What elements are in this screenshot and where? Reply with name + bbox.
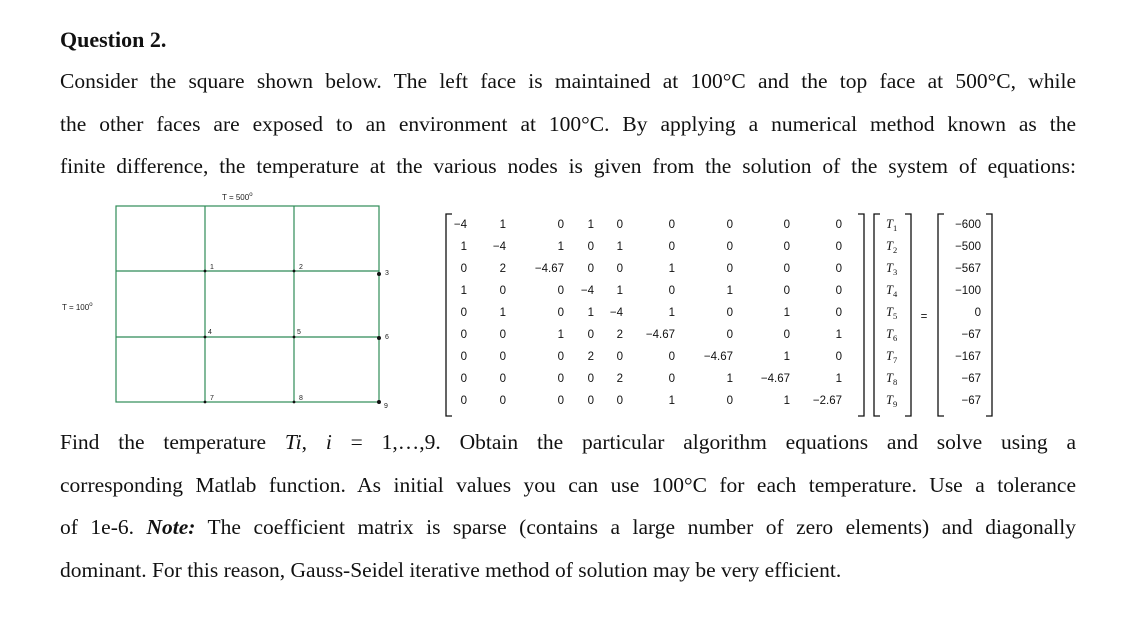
node-label: 9 bbox=[384, 403, 388, 410]
vector-right-bracket bbox=[905, 214, 911, 416]
matrix-left-bracket bbox=[446, 214, 452, 416]
matrix-cell: −4.67 bbox=[703, 351, 733, 363]
intro-line: finite difference, the temperature at the various nodes is given from the solution of the system of equations: bbox=[60, 154, 1076, 178]
matrix-cell: 0 bbox=[835, 351, 842, 363]
intro-paragraph bbox=[60, 60, 1076, 188]
rhs-value: −567 bbox=[955, 263, 981, 275]
node-label: 4 bbox=[208, 329, 212, 336]
matrix-cell: 1 bbox=[499, 219, 506, 231]
matrix-cell: 1 bbox=[726, 285, 733, 297]
matrix-cell: 0 bbox=[783, 329, 790, 341]
matrix-cell: 0 bbox=[726, 329, 733, 341]
matrix-cell: 1 bbox=[783, 395, 790, 407]
matrix-cell: 2 bbox=[616, 373, 623, 385]
matrix-cell: 0 bbox=[616, 395, 623, 407]
matrix-cell: 0 bbox=[783, 219, 790, 231]
matrix-cell: 1 bbox=[835, 329, 842, 341]
matrix-cell: 0 bbox=[783, 263, 790, 275]
matrix-cell: 1 bbox=[460, 285, 467, 297]
matrix-cell: 1 bbox=[835, 373, 842, 385]
matrix-cell: 0 bbox=[835, 263, 842, 275]
task-line: Find the temperature Ti, i = 1,…,9. Obtain the particular algorithm equations and solve using a bbox=[60, 430, 1076, 454]
matrix-cell: −4 bbox=[453, 219, 467, 231]
unknown-variable: $T_2$ bbox=[886, 239, 898, 255]
square-outline bbox=[116, 206, 379, 402]
matrix-cell: −4 bbox=[492, 241, 506, 253]
task-line: of 1e-6. Note: The coefficient matrix is sparse (contains a large number of zero elements) and diagonally bbox=[60, 515, 1076, 539]
question-title: Question 2. bbox=[60, 27, 167, 52]
matrix-cell: 2 bbox=[616, 329, 623, 341]
matrix-cell: 1 bbox=[783, 307, 790, 319]
matrix-cell: −2.67 bbox=[812, 395, 842, 407]
matrix-cell: 0 bbox=[460, 351, 467, 363]
grid-figure bbox=[52, 186, 432, 426]
matrix-cell: 1 bbox=[587, 219, 594, 231]
matrix-cell: 1 bbox=[668, 263, 675, 275]
rhs-value: −67 bbox=[961, 395, 981, 407]
matrix-cell: 1 bbox=[616, 285, 623, 297]
vector-left-bracket bbox=[874, 214, 880, 416]
rhs-value: −100 bbox=[955, 285, 981, 297]
task-line: corresponding Matlab function. As initial values you can use 100°C for each temperature. Use a tolerance bbox=[60, 472, 1076, 497]
matrix-cell: 0 bbox=[460, 329, 467, 341]
matrix-cell: 0 bbox=[460, 395, 467, 407]
grid-diagram bbox=[52, 186, 432, 426]
node-label: 5 bbox=[297, 329, 301, 336]
matrix-cell: 1 bbox=[726, 373, 733, 385]
matrix-cell: 0 bbox=[668, 241, 675, 253]
matrix-cell: 1 bbox=[668, 307, 675, 319]
node bbox=[377, 400, 388, 410]
equals-sign: = bbox=[920, 311, 928, 323]
matrix-cell: 1 bbox=[668, 395, 675, 407]
rhs-value: −167 bbox=[955, 351, 981, 363]
unknown-variable: $T_9$ bbox=[886, 393, 898, 409]
rhs-value: −500 bbox=[955, 241, 981, 253]
matrix-cell: 0 bbox=[587, 395, 594, 407]
matrix-cell: 0 bbox=[783, 285, 790, 297]
matrix-cell: 0 bbox=[587, 329, 594, 341]
rhs-value: 0 bbox=[974, 307, 981, 319]
matrix-cell: 0 bbox=[668, 219, 675, 231]
matrix-cell: 0 bbox=[616, 263, 623, 275]
matrix-cell: −4 bbox=[609, 307, 623, 319]
matrix-cell: 1 bbox=[587, 307, 594, 319]
matrix-cell: 0 bbox=[726, 219, 733, 231]
unknown-variable: $T_3$ bbox=[886, 261, 898, 277]
matrix-cell: −4.67 bbox=[760, 373, 790, 385]
intro-line: Consider the square shown below. The left face is maintained at 100°C and the top face at 500°C, while bbox=[60, 69, 1076, 93]
matrix-cell: 0 bbox=[668, 373, 675, 385]
unknown-variable: $T_4$ bbox=[886, 283, 898, 299]
matrix-cell: 0 bbox=[668, 285, 675, 297]
rhs-right-bracket bbox=[986, 214, 992, 416]
rhs-value: −67 bbox=[961, 373, 981, 385]
matrix-cell: 0 bbox=[726, 241, 733, 253]
node-label: 6 bbox=[385, 334, 389, 341]
rhs-value: −67 bbox=[961, 329, 981, 341]
matrix-cell: 1 bbox=[783, 351, 790, 363]
matrix-cell: 0 bbox=[557, 373, 564, 385]
node-label: 2 bbox=[299, 264, 303, 271]
matrix-cell: 0 bbox=[499, 285, 506, 297]
matrix-cell: 0 bbox=[587, 241, 594, 253]
note-label: Note: bbox=[146, 515, 196, 539]
matrix-cell: 0 bbox=[835, 285, 842, 297]
rhs-left-bracket bbox=[938, 214, 944, 416]
matrix-cell: 1 bbox=[557, 241, 564, 253]
matrix-cell: −4.67 bbox=[534, 263, 564, 275]
equation-system bbox=[445, 212, 1025, 418]
matrix-cell: 0 bbox=[460, 307, 467, 319]
node-label: 7 bbox=[210, 395, 214, 402]
unknown-variable: $T_8$ bbox=[886, 371, 898, 387]
matrix-cell: 0 bbox=[499, 329, 506, 341]
matrix-cell: 0 bbox=[499, 373, 506, 385]
matrix-cell: 1 bbox=[616, 241, 623, 253]
matrix-equation bbox=[445, 212, 1025, 418]
matrix-cell: 2 bbox=[499, 263, 506, 275]
matrix-cell: 0 bbox=[726, 263, 733, 275]
matrix-cell: 0 bbox=[587, 373, 594, 385]
matrix-cell: 0 bbox=[460, 263, 467, 275]
matrix-cell: 0 bbox=[557, 395, 564, 407]
matrix-cell: 0 bbox=[557, 351, 564, 363]
matrix-cell: −4 bbox=[580, 285, 594, 297]
matrix-cell: 1 bbox=[499, 307, 506, 319]
task-line: dominant. For this reason, Gauss-Seidel iterative method of solution may be very efficient. bbox=[60, 557, 842, 582]
unknown-variable: $T_1$ bbox=[886, 217, 898, 233]
matrix-cell: 2 bbox=[587, 351, 594, 363]
task-paragraph bbox=[60, 421, 1076, 591]
matrix-cell: 0 bbox=[616, 351, 623, 363]
top-boundary-label: $T = 500^o$ bbox=[222, 192, 253, 202]
matrix-cell: 0 bbox=[616, 219, 623, 231]
node-label: 1 bbox=[210, 264, 214, 271]
matrix-cell: 0 bbox=[726, 395, 733, 407]
matrix-cell: 0 bbox=[499, 351, 506, 363]
unknown-variable: $T_6$ bbox=[886, 327, 898, 343]
matrix-cell: 0 bbox=[835, 307, 842, 319]
matrix-cell: 0 bbox=[835, 241, 842, 253]
matrix-cell: 1 bbox=[460, 241, 467, 253]
matrix-cell: 1 bbox=[557, 329, 564, 341]
rhs-value: −600 bbox=[955, 219, 981, 231]
unknown-variable: $T_7$ bbox=[886, 349, 898, 365]
matrix-cell: 0 bbox=[557, 285, 564, 297]
matrix-cell: 0 bbox=[783, 241, 790, 253]
left-boundary-label: $T = 100^o$ bbox=[62, 302, 93, 312]
matrix-right-bracket bbox=[858, 214, 864, 416]
matrix-cell: 0 bbox=[835, 219, 842, 231]
node-label: 3 bbox=[385, 270, 389, 277]
matrix-cell: −4.67 bbox=[645, 329, 675, 341]
matrix-cell: 0 bbox=[726, 307, 733, 319]
matrix-cell: 0 bbox=[557, 219, 564, 231]
unknown-variable: $T_5$ bbox=[886, 305, 898, 321]
matrix-cell: 0 bbox=[668, 351, 675, 363]
matrix-cell: 0 bbox=[557, 307, 564, 319]
intro-line: the other faces are exposed to an environment at 100°C. By applying a numerical method known as the bbox=[60, 111, 1076, 136]
matrix-cell: 0 bbox=[460, 373, 467, 385]
node-label: 8 bbox=[299, 395, 303, 402]
matrix-cell: 0 bbox=[499, 395, 506, 407]
matrix-cell: 0 bbox=[587, 263, 594, 275]
